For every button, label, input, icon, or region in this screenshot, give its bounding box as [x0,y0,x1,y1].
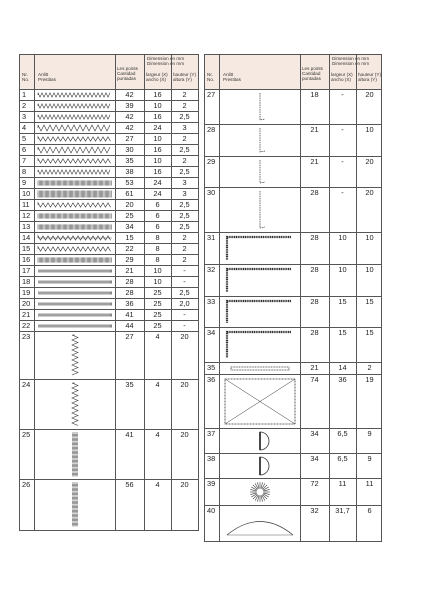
table-body [205,90,381,541]
width-value: - [341,157,344,166]
row-number: 23 [22,332,31,341]
stitch-pattern-icon [36,145,114,155]
width-value: 25 [153,321,162,330]
header-height: hauteur (Y) altura (Y) [358,72,381,82]
height-value: 11 [365,479,374,488]
height-value: 2 [182,233,187,242]
width-value: 14 [338,363,347,372]
height-value: 20 [365,90,374,99]
width-value: 16 [153,167,162,176]
width-value: 10 [153,101,162,110]
stitch-pattern-icon [36,233,114,243]
row-number: 17 [22,266,31,275]
row-number: 25 [22,430,31,439]
stitch-pattern-icon [221,233,299,264]
width-value: 25 [153,310,162,319]
table-row [205,506,381,541]
table-row [205,363,381,375]
width-value: 8 [155,244,160,253]
table-row [205,297,381,328]
row-number: 6 [22,145,27,154]
stitch-pattern-icon [36,480,114,529]
stitch-count: 15 [125,233,134,242]
width-value: 10 [153,156,162,165]
stitch-count: 28 [310,297,319,306]
stitch-count: 32 [310,506,319,515]
table-row [205,265,381,297]
stitch-pattern-icon [36,299,114,309]
height-value: - [183,310,186,319]
header-height: hauteur (Y) altura (Y) [173,72,196,82]
stitch-pattern-icon [36,112,114,122]
stitch-pattern-icon [36,101,114,111]
width-value: 4 [155,430,160,439]
height-value: 10 [365,233,374,242]
header-pattern: Anlitt Prestitas [38,72,56,82]
row-number: 5 [22,134,27,143]
row-number: 18 [22,277,31,286]
row-number: 19 [22,288,31,297]
height-value: 2 [182,134,187,143]
width-value: 25 [153,299,162,308]
stitch-count: 18 [310,90,319,99]
stitch-pattern-icon [36,167,114,177]
stitch-count: 28 [310,233,319,242]
stitch-pattern-icon [36,178,114,188]
height-value: - [183,266,186,275]
stitch-pattern-icon [221,363,299,374]
stitch-count: 21 [310,125,319,134]
width-value: 31,7 [335,506,350,515]
stitch-count: 36 [125,299,134,308]
row-number: 36 [207,375,216,384]
height-value: 19 [365,375,374,384]
stitch-count: 30 [125,145,134,154]
width-value: 25 [153,288,162,297]
stitch-pattern-icon [221,454,299,478]
stitch-count: 38 [125,167,134,176]
row-number: 38 [207,454,216,463]
height-value: 20 [180,480,189,489]
width-value: 6 [155,211,160,220]
width-value: 4 [155,332,160,341]
table-row [205,233,381,265]
width-value: 24 [153,178,162,187]
stitch-pattern-icon [36,200,114,210]
height-value: 3 [182,123,187,132]
header-pattern: Anlitt Prestitas [223,72,241,82]
row-number: 3 [22,112,27,121]
width-value: 16 [153,112,162,121]
row-number: 39 [207,479,216,488]
stitch-count: 42 [125,90,134,99]
stitch-pattern-icon [36,255,114,265]
stitch-count: 39 [125,101,134,110]
width-value: - [341,125,344,134]
row-number: 20 [22,299,31,308]
row-number: 27 [207,90,216,99]
stitch-table-left [19,54,199,531]
row-number: 11 [22,200,30,209]
height-value: 9 [367,429,372,438]
height-value: 9 [367,454,372,463]
width-value: 10 [153,134,162,143]
height-value: - [183,321,186,330]
table-header [205,55,381,90]
stitch-pattern-icon [36,134,114,144]
stitch-count: 20 [125,200,134,209]
table-row [205,125,381,157]
stitch-count: 35 [125,380,134,389]
stitch-count: 28 [310,328,319,337]
header-width: largeur (X) ancho (X) [146,72,168,82]
width-value: 6 [155,222,160,231]
row-number: 32 [207,265,216,274]
width-value: 8 [155,233,160,242]
stitch-count: 28 [125,288,134,297]
height-value: 2 [182,244,187,253]
width-value: 10 [153,266,162,275]
height-value: 2,5 [179,167,190,176]
height-value: 20 [365,157,374,166]
width-value: 24 [153,123,162,132]
stitch-count: 41 [125,430,134,439]
row-number: 35 [207,363,216,372]
stitch-pattern-icon [36,332,114,379]
width-value: 4 [155,380,160,389]
height-value: 2,5 [179,211,190,220]
stitch-pattern-icon [221,188,299,232]
header-dimension: Dimension en mm Dimension en mm [332,56,370,66]
row-number: 21 [22,310,31,319]
stitch-pattern-icon [36,189,114,199]
height-value: 10 [365,265,374,274]
stitch-count: 27 [125,332,134,341]
stitch-pattern-icon [36,310,114,320]
row-number: 14 [22,233,31,242]
stitch-pattern-icon [36,288,114,298]
stitch-pattern-icon [221,479,299,505]
width-value: 6,5 [337,454,348,463]
stitch-pattern-icon [36,211,114,221]
stitch-pattern-icon [36,430,114,479]
stitch-pattern-icon [221,375,299,428]
row-number: 4 [22,123,27,132]
stitch-pattern-icon [36,277,114,287]
stitch-pattern-icon [36,266,114,276]
stitch-count: 74 [310,375,319,384]
stitch-pattern-icon [36,123,114,133]
header-no: Nr. No. [207,72,215,82]
height-value: 2,5 [179,200,190,209]
height-value: 2,5 [179,112,190,121]
height-value: 2 [182,101,187,110]
row-number: 13 [22,222,31,231]
stitch-count: 42 [125,112,134,121]
row-number: 33 [207,297,216,306]
width-value: 8 [155,255,160,264]
height-value: 2,5 [179,145,190,154]
width-value: - [341,188,344,197]
table-row [205,454,381,479]
row-number: 1 [22,90,27,99]
header-points: Les points Cantidad puntadas [117,66,138,81]
stitch-count: 34 [125,222,134,231]
height-value: 3 [182,189,187,198]
width-value: 15 [338,328,347,337]
stitch-count: 25 [125,211,134,220]
table-row [205,157,381,188]
stitch-pattern-icon [221,506,299,540]
row-number: 10 [22,189,31,198]
stitch-pattern-icon [221,265,299,296]
width-value: 10 [338,233,347,242]
stitch-pattern-icon [221,429,299,453]
stitch-pattern-icon [36,90,114,100]
table-row [205,375,381,429]
row-number: 12 [22,211,31,220]
width-value: 10 [338,265,347,274]
table-row [205,188,381,233]
stitch-count: 56 [125,480,134,489]
height-value: 2,5 [179,222,190,231]
height-value: 2,0 [179,299,190,308]
stitch-pattern-icon [221,125,299,156]
width-value: - [341,90,344,99]
height-value: 3 [182,178,187,187]
row-number: 29 [207,157,216,166]
stitch-count: 41 [125,310,134,319]
height-value: 10 [365,125,374,134]
stitch-count: 22 [125,244,134,253]
height-value: 2 [182,255,187,264]
height-value: 2,5 [179,288,190,297]
width-value: 16 [153,145,162,154]
height-value: - [183,277,186,286]
header-points: Les points Cantidad puntadas [302,66,323,81]
row-number: 34 [207,328,216,337]
height-value: 2 [367,363,372,372]
stitch-count: 29 [125,255,134,264]
stitch-count: 61 [125,189,134,198]
height-value: 2 [182,156,187,165]
stitch-pattern-icon [36,244,114,254]
header-no: Nr. No. [22,72,30,82]
stitch-count: 42 [125,123,134,132]
height-value: 20 [180,380,189,389]
height-value: 6 [367,506,372,515]
height-value: 15 [365,328,374,337]
stitch-count: 34 [310,454,319,463]
height-value: 20 [180,430,189,439]
height-value: 15 [365,297,374,306]
row-number: 8 [22,167,27,176]
row-number: 26 [22,480,31,489]
stitch-count: 35 [125,156,134,165]
width-value: 6,5 [337,429,348,438]
stitch-pattern-icon [36,156,114,166]
stitch-pattern-icon [36,380,114,429]
stitch-count: 27 [125,134,134,143]
stitch-count: 53 [125,178,134,187]
stitch-count: 21 [310,157,319,166]
width-value: 11 [338,479,347,488]
header-dimension: Dimension en mm Dimension en mm [147,56,185,66]
stitch-count: 28 [125,277,134,286]
stitch-count: 21 [310,363,319,372]
stitch-pattern-icon [36,321,114,331]
stitch-pattern-icon [221,157,299,187]
row-number: 15 [22,244,31,253]
table-row [205,90,381,125]
height-value: 2 [182,90,187,99]
table-row [205,328,381,363]
width-value: 15 [338,297,347,306]
width-value: 36 [338,375,347,384]
stitch-pattern-icon [221,90,299,124]
row-number: 40 [207,506,216,515]
stitch-pattern-icon [221,328,299,362]
stitch-count: 28 [310,265,319,274]
stitch-count: 72 [310,479,319,488]
width-value: 24 [153,189,162,198]
row-number: 22 [22,321,31,330]
table-row [205,429,381,454]
table-row [205,479,381,506]
stitch-count: 28 [310,188,319,197]
row-number: 37 [207,429,216,438]
stitch-count: 34 [310,429,319,438]
width-value: 16 [153,90,162,99]
stitch-count: 21 [125,266,134,275]
row-number: 16 [22,255,31,264]
height-value: 20 [180,332,189,341]
row-number: 28 [207,125,216,134]
row-number: 24 [22,380,31,389]
stitch-table-right [204,54,382,542]
height-value: 20 [365,188,374,197]
width-value: 4 [155,480,160,489]
row-number: 31 [207,233,216,242]
row-number: 30 [207,188,216,197]
row-number: 9 [22,178,27,187]
stitch-pattern-icon [221,297,299,327]
stitch-count: 44 [125,321,134,330]
row-number: 2 [22,101,27,110]
stitch-pattern-icon [36,222,114,232]
width-value: 10 [153,277,162,286]
width-value: 6 [155,200,160,209]
row-number: 7 [22,156,27,165]
header-width: largeur (X) ancho (X) [331,72,353,82]
